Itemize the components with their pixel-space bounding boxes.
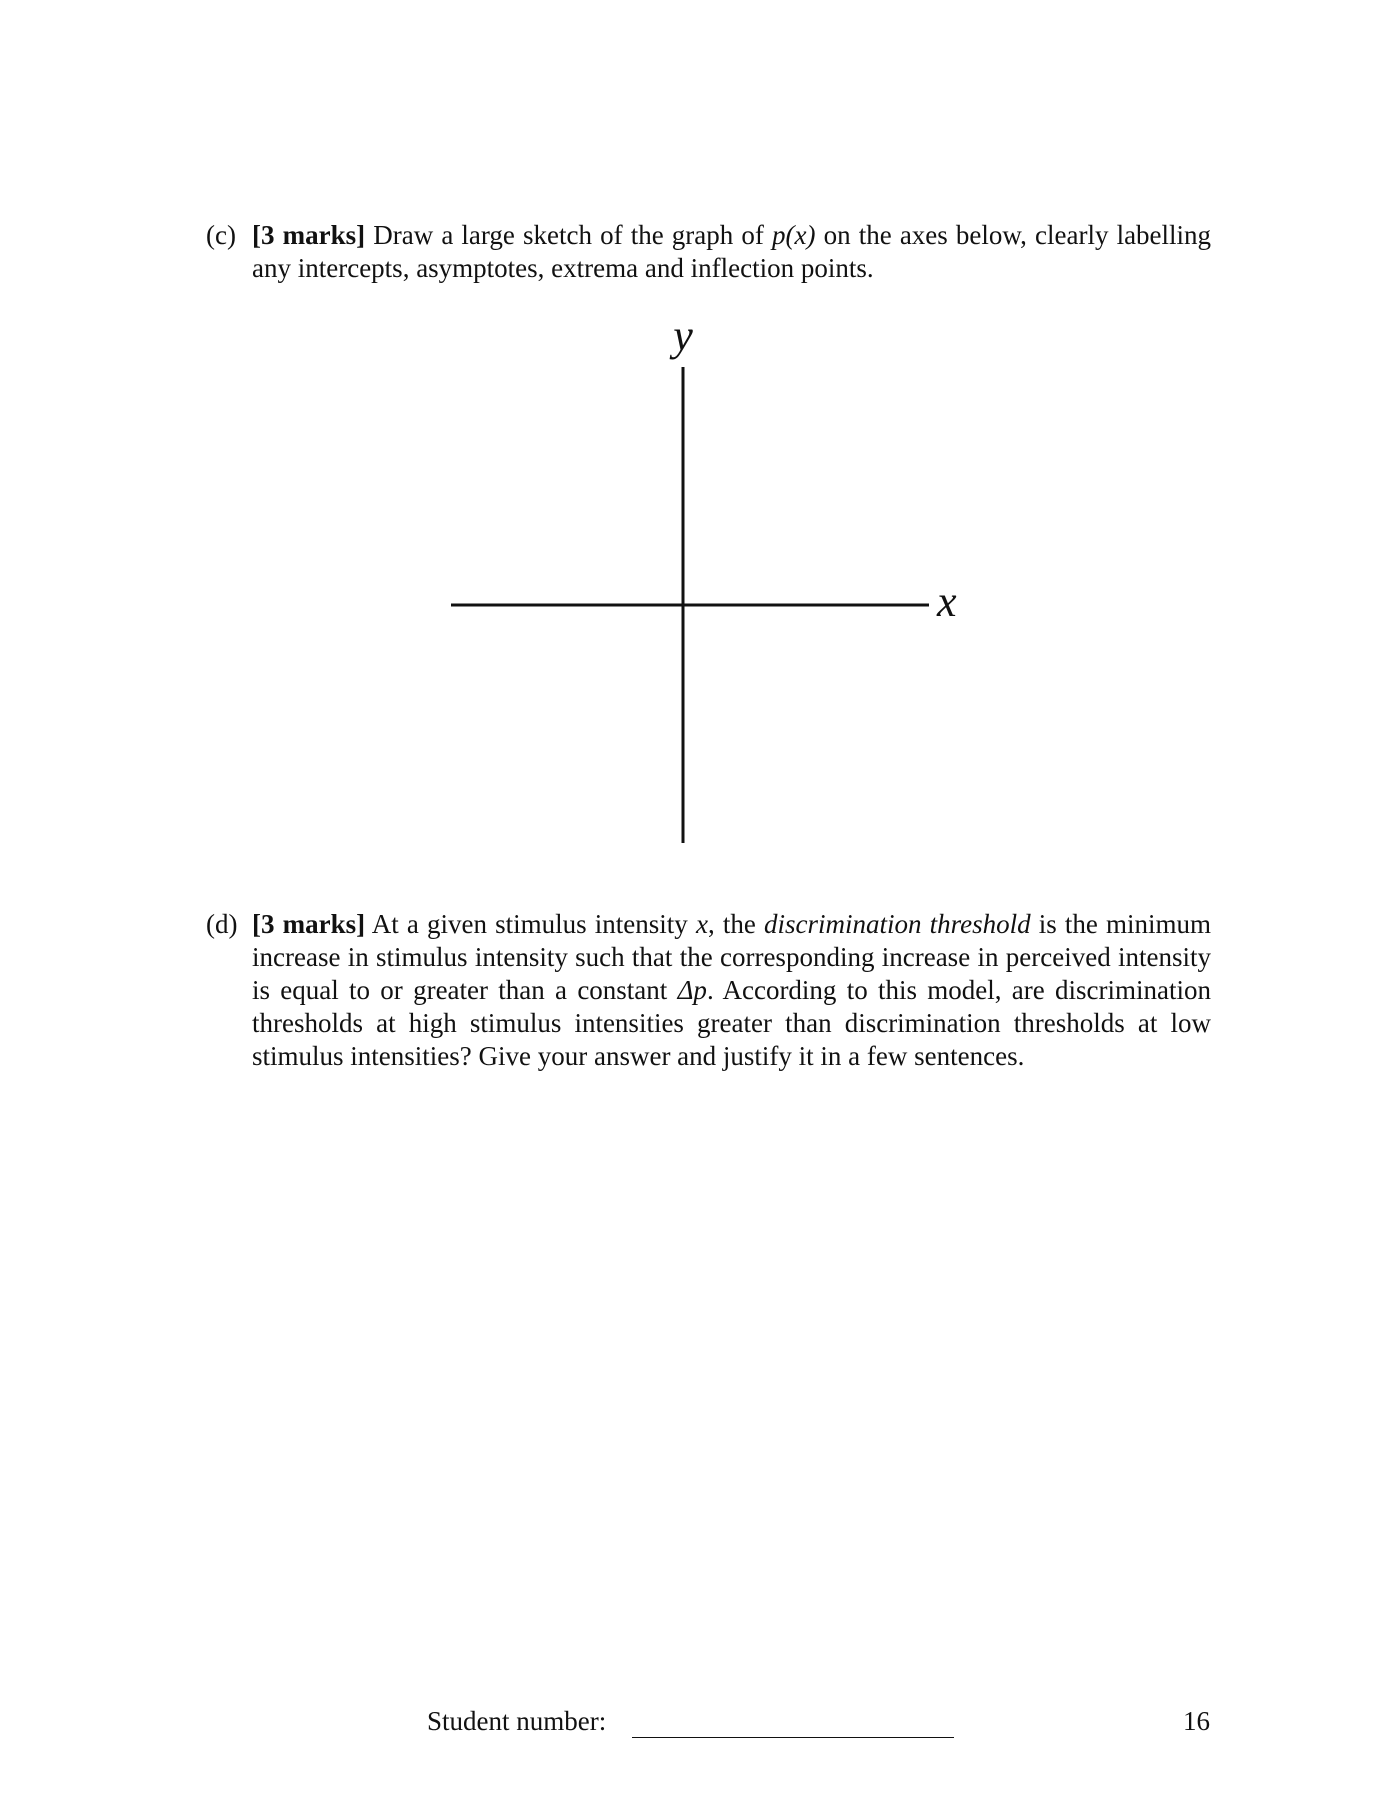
question-c-text-2: on the axes below, clearly labelling any intercepts, asymptotes, extrema and inflection points.	[252, 220, 1212, 283]
question-d-math-x: x	[695, 909, 708, 939]
question-d-math-delta-p: Δp	[677, 975, 707, 1005]
question-c-label: (c)	[206, 220, 236, 250]
page-number: 16	[1183, 1706, 1210, 1736]
question-d-text-3: is the minimum increase in stimulus intensity such that the corresponding increase in perceived intensity is equal to or greater than a constant	[252, 909, 1212, 1005]
question-d-text-4: . According to this model, are discrimination thresholds at high stimulus intensities greater than discrimination thresholds at low stimulus intensities? Give your answer and justify it in a few sentences.	[252, 975, 1212, 1071]
question-c	[206, 219, 1211, 285]
question-d-text-1: At a given stimulus intensity	[371, 909, 688, 939]
student-number-field[interactable]	[632, 1737, 954, 1738]
question-d-text-2: , the	[707, 909, 756, 939]
question-d-emphasis: discrimination threshold	[763, 909, 1031, 939]
question-c-math-px: p(x)	[772, 220, 816, 250]
question-d	[206, 908, 1211, 1073]
question-d-body	[252, 908, 1211, 1073]
x-axis-label: x	[937, 577, 957, 626]
question-c-marks: [3 marks]	[252, 220, 366, 250]
question-c-text-1: Draw a large sketch of the graph of	[373, 220, 764, 250]
question-d-label: (d)	[206, 909, 238, 939]
question-d-marks: [3 marks]	[252, 909, 366, 939]
student-number-label: Student number:	[427, 1706, 607, 1736]
question-c-body	[252, 219, 1211, 285]
y-axis-label: y	[673, 311, 693, 360]
